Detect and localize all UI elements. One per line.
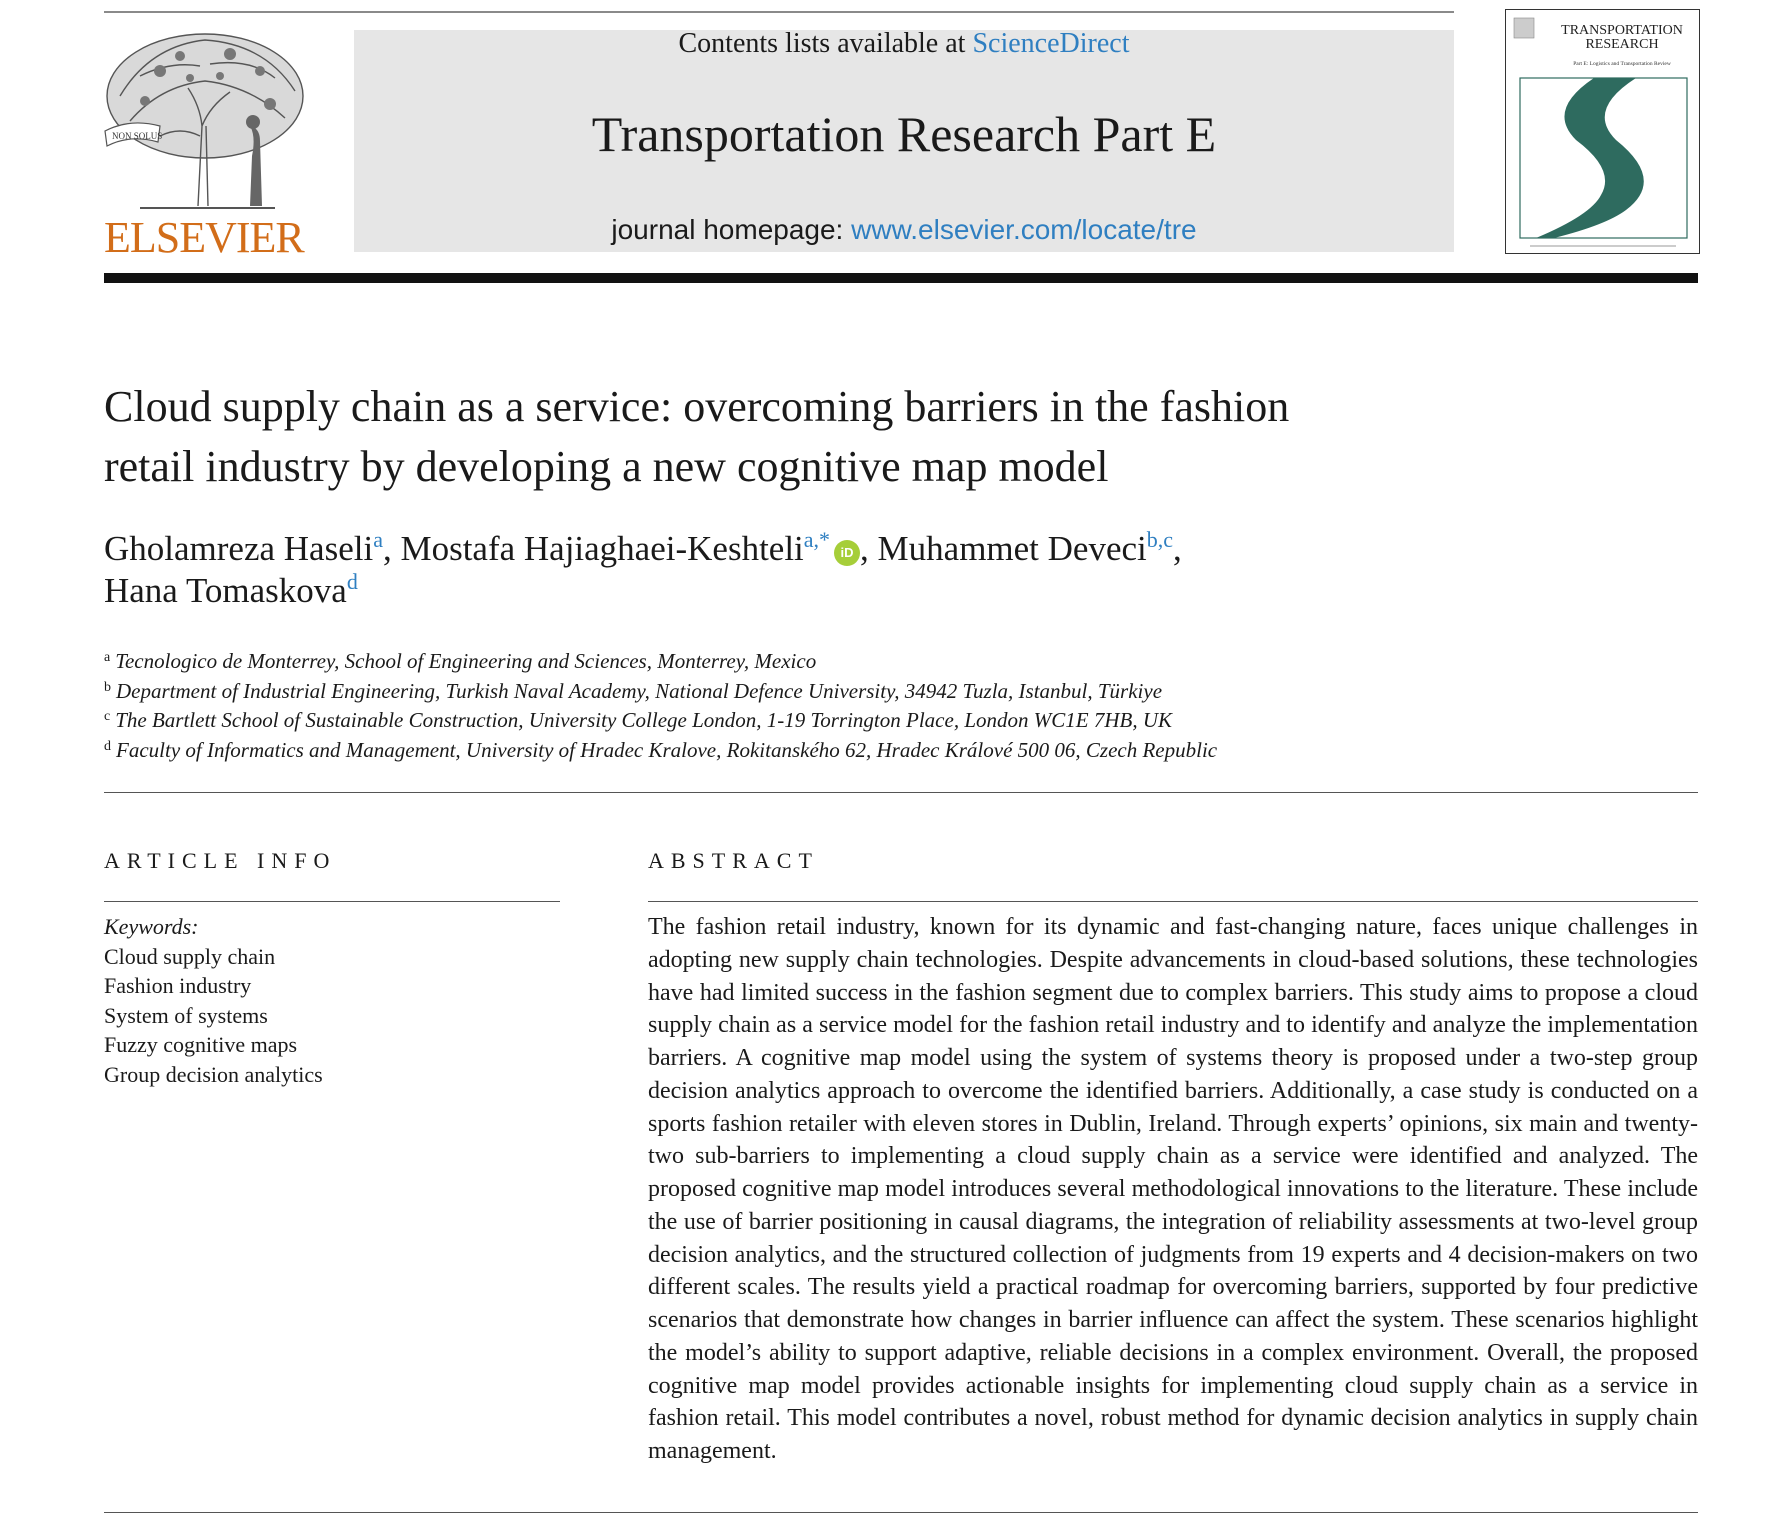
author-name[interactable]: Muhammet Deveci [877, 529, 1147, 568]
journal-title: Transportation Research Part E [591, 106, 1217, 162]
author-separator: , [860, 529, 878, 568]
logo-motto: NON SOLUS [112, 131, 163, 141]
header-separator [104, 273, 1698, 283]
elsevier-wordmark: ELSEVIER [104, 213, 304, 262]
affiliation-text: Faculty of Informatics and Management, University of Hradec Kralove, Rokitanského 62, Hradec Králové 500 06, Czech Republic [116, 737, 1218, 762]
affiliation-text: The Bartlett School of Sustainable Construction, University College London, 1-19 Torrington Place, London WC1E 7HB, UK [115, 708, 1172, 732]
abstract-heading: ABSTRACT [648, 848, 819, 873]
author-affiliation-marker[interactable]: d [346, 569, 358, 594]
keyword-item[interactable]: Cloud supply chain [104, 943, 276, 969]
abstract-body: The fashion retail industry, known for its dynamic and fast-changing nature, faces unique challenges in adopting new supply chain technologies. Despite advancements in cloud-based solutions, these technologies have had limited success in the fashion segment due to complex barriers. This study aims to propose a cloud supply chain as a service model for the fashion retail industry and to identify and analyze the implementation barriers. A cognitive map model using the system of systems theory is proposed under a two-step group decision analytics approach to overcome the identified barriers. Additionally, a case study is conducted on a sports fashion retailer with eleven stores in Dublin, Ireland. Through experts’ opinions, six main and twenty-two sub-barriers to implementing a cloud supply chain as a service were identified and analyzed. The proposed cognitive map model introduces several methodological innovations to the literature. These include the use of barrier positioning in causal diagrams, the integration of reliability assessments at two-level group decision analytics, and the structured collection of judgments from 19 experts and 4 decision-makers on two different scales. The results yield a practical roadmap for overcoming barriers, supported by four predictive scenarios that demonstrate how changes in barrier influence can affect the system. These scenarios highlight the model’s ability to support adaptive, reliable decisions in a complex environment. Overall, the proposed cognitive map model provides actionable insights for implementing cloud supply chain as a service in fashion retail. This model contributes a novel, robust method for dynamic decision analytics in supply chain management. [648, 914, 1698, 1464]
affiliation-key: d [104, 738, 111, 754]
journal-homepage-link[interactable]: www.elsevier.com/locate/tre [851, 214, 1197, 245]
bottom-rule [104, 1512, 1698, 1513]
abstract-rule [648, 901, 1698, 902]
paper-title-line1: Cloud supply chain as a service: overcoming barriers in the fashion [104, 382, 1290, 431]
cover-title-line1: TRANSPORTATION [1561, 23, 1683, 38]
contents-prefix: Contents lists available at [678, 28, 973, 59]
affiliation-text: Department of Industrial Engineering, Turkish Naval Academy, National Defence University, 34942 Tuzla, Istanbul, Türkiye [116, 678, 1163, 703]
journal-cover-thumbnail[interactable] [1505, 9, 1700, 254]
contents-line [354, 28, 1454, 60]
author-separator: , [382, 529, 401, 568]
homepage-prefix: journal homepage: [611, 214, 852, 245]
author-affiliation-marker[interactable]: b,c [1146, 527, 1174, 552]
keyword-item[interactable]: Fuzzy cognitive maps [104, 1032, 298, 1057]
keyword-item[interactable]: Group decision analytics [104, 1061, 323, 1087]
article-info-heading: ARTICLE INFO [104, 848, 337, 873]
author-affiliation-marker[interactable]: a,* [803, 527, 831, 552]
affiliation-list [104, 647, 1604, 765]
keywords-block [104, 912, 544, 1089]
affiliation-key: c [104, 709, 111, 724]
top-rule [104, 11, 1454, 13]
affiliation-text: Tecnologico de Monterrey, School of Engineering and Sciences, Monterrey, Mexico [115, 649, 817, 673]
affiliation-item [104, 706, 1604, 736]
keyword-item[interactable]: System of systems [104, 1002, 268, 1028]
affiliation-item [104, 736, 1604, 766]
keywords-label: Keywords: [104, 914, 199, 939]
affiliation-item [104, 677, 1604, 707]
section-divider [104, 792, 1698, 793]
keyword-item[interactable]: Fashion industry [104, 973, 252, 998]
author-name[interactable]: Gholamreza Haseli [104, 529, 374, 568]
affiliation-key: b [104, 679, 111, 695]
paper-title-line2: retail industry by developing a new cognitive map model [104, 442, 1109, 491]
affiliation-key: a [104, 650, 111, 665]
cover-title-line2: RESEARCH [1585, 37, 1659, 52]
sciencedirect-link[interactable]: ScienceDirect [972, 28, 1130, 59]
author-list [104, 528, 1604, 612]
author-name[interactable]: Hana Tomaskova [104, 571, 347, 610]
author-name[interactable]: Mostafa Hajiaghaei-Keshteli [400, 529, 804, 568]
paper-title [104, 377, 1504, 497]
author-separator: , [1173, 529, 1182, 568]
affiliation-item [104, 647, 1604, 677]
homepage-line [354, 214, 1454, 246]
author-affiliation-marker[interactable]: a [373, 527, 383, 552]
article-info-rule [104, 901, 560, 902]
cover-subtitle: Part E: Logistics and Transportation Review [1573, 61, 1671, 67]
orcid-icon[interactable]: iD [834, 540, 860, 566]
